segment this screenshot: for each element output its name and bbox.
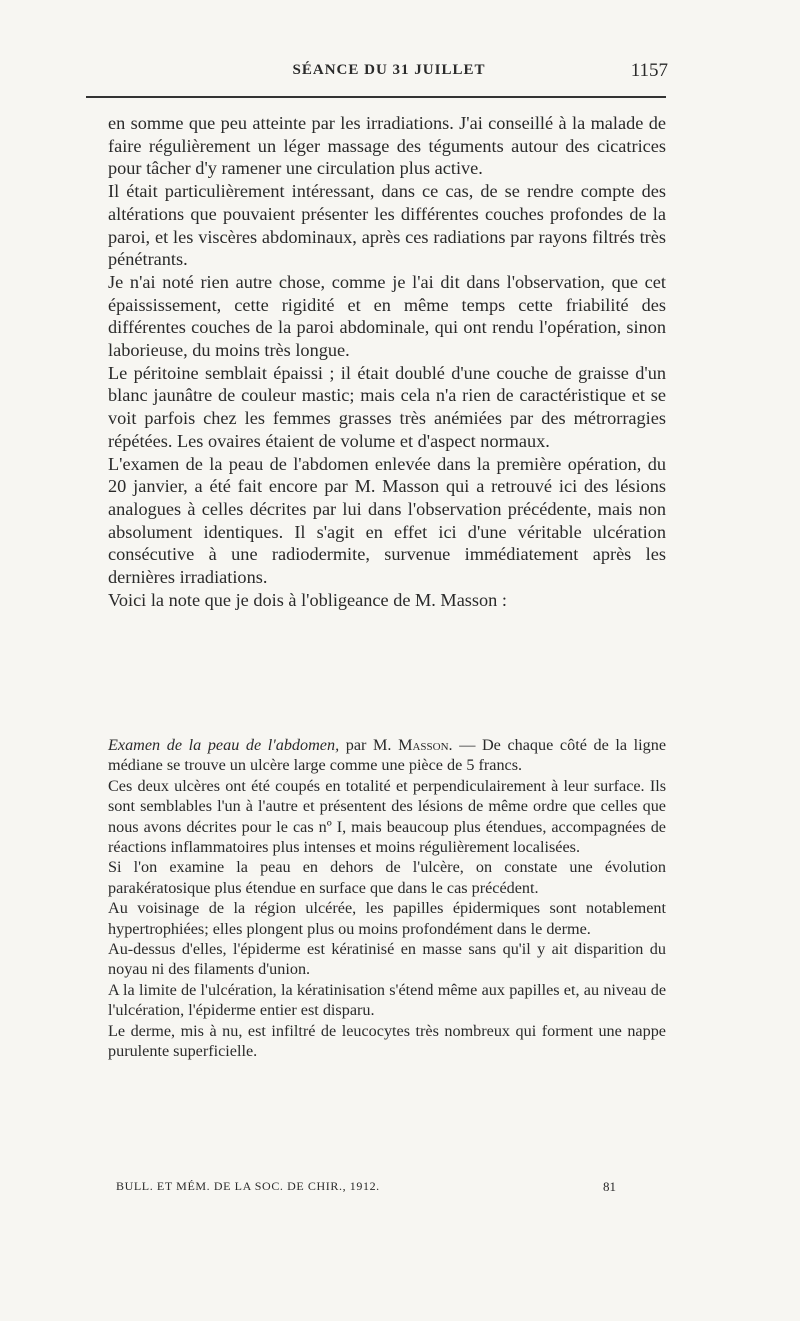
paragraph: L'examen de la peau de l'abdomen enlevée dans la première opération, du 20 janvier, a été fait encore par M. Masson qui a retrouvé ici des lésions analogues à celles décrites par lui dans l'observation précédente, mais non absolument identiques. Il s'agit en effet ici d'une véritable ulcération consécutive à une radiodermite, survenue immédiatement après les dernières irradiations. bbox=[108, 453, 666, 588]
paragraph: Le péritoine semblait épaissi ; il était doublé d'une couche de graisse d'un blanc jaunâtre de couleur mastic; mais cela n'a rien de caractéristique et se voit parfois chez les femmes grasses très anémiées par des métrorragies répétées. Les ovaires étaient de volume et d'aspect normaux. bbox=[108, 362, 666, 451]
note-paragraph: A la limite de l'ulcération, la kératinisation s'étend même aux papilles et, au niveau de l'ulcération, l'épiderme entier est disparu. bbox=[108, 980, 666, 1020]
note-paragraph: Le derme, mis à nu, est infiltré de leucocytes très nombreux qui forment une nappe purulente superficielle. bbox=[108, 1021, 666, 1061]
footer-citation: BULL. ET MÉM. DE LA SOC. DE CHIR., 1912. bbox=[116, 1179, 380, 1193]
running-head bbox=[110, 62, 668, 84]
note-author-prefix: par M. bbox=[339, 736, 399, 754]
note-opening-paragraph bbox=[108, 735, 666, 776]
note-paragraph: Au voisinage de la région ulcérée, les papilles épidermiques sont notablement hypertrophiées; elles plongent plus ou moins profondément dans le derme. bbox=[108, 899, 666, 938]
note-title: Examen de la peau de l'abdomen, bbox=[108, 736, 340, 754]
paragraph: Voici la note que je dois à l'obligeance de M. Masson : bbox=[108, 589, 507, 610]
page-footer bbox=[116, 1179, 616, 1199]
note-author-name: Masson bbox=[398, 736, 449, 754]
note-paragraph: Ces deux ulcères ont été coupés en totalité et perpendiculairement à leur surface. Ils sont semblables l'un à l'autre et présentent des lésions de même ordre que celles que nous avons décrites pour le cas nº I, mais beaucoup plus étendues, accompagnées de réactions inflammatoires plus intenses et moins régulièrement localisées. bbox=[108, 776, 666, 857]
paragraph: Il était particulièrement intéressant, dans ce cas, de se rendre compte des altérations que pouvaient présenter les différentes couches profondes de la paroi, et les viscères abdominaux, après ces radiations par rayons filtrés très pénétrants. bbox=[108, 181, 666, 270]
header-rule bbox=[86, 96, 666, 98]
signature-mark: 81 bbox=[603, 1179, 616, 1194]
running-title: SÉANCE DU 31 JUILLET bbox=[292, 62, 486, 78]
page-number: 1157 bbox=[630, 60, 668, 81]
pathology-note bbox=[108, 735, 666, 1062]
body-text bbox=[108, 112, 666, 611]
note-paragraph: Au-dessus d'elles, l'épiderme est kératinisé en masse sans qu'il y ait disparition du noyau ni des filaments d'union. bbox=[108, 940, 666, 979]
note-title-rest: . — De chaque côté de la ligne médiane se trouve un ulcère large comme une pièce de 5 francs. bbox=[108, 736, 667, 775]
paragraph: Je n'ai noté rien autre chose, comme je l'ai dit dans l'observation, que cet épaississement, cette rigidité et en même temps cette friabilité des différentes couches de la paroi abdominale, qui ont rendu l'opération, sinon laborieuse, du moins très longue. bbox=[108, 271, 666, 361]
note-paragraph: Si l'on examine la peau en dehors de l'ulcère, on constate une évolution parakératosique plus étendue en surface que dans le cas précédent. bbox=[108, 858, 666, 897]
paragraph: en somme que peu atteinte par les irradiations. J'ai conseillé à la malade de faire régulièrement un léger massage des téguments autour des cicatrices pour tâcher d'y ramener une circulation plus active. bbox=[108, 113, 666, 179]
